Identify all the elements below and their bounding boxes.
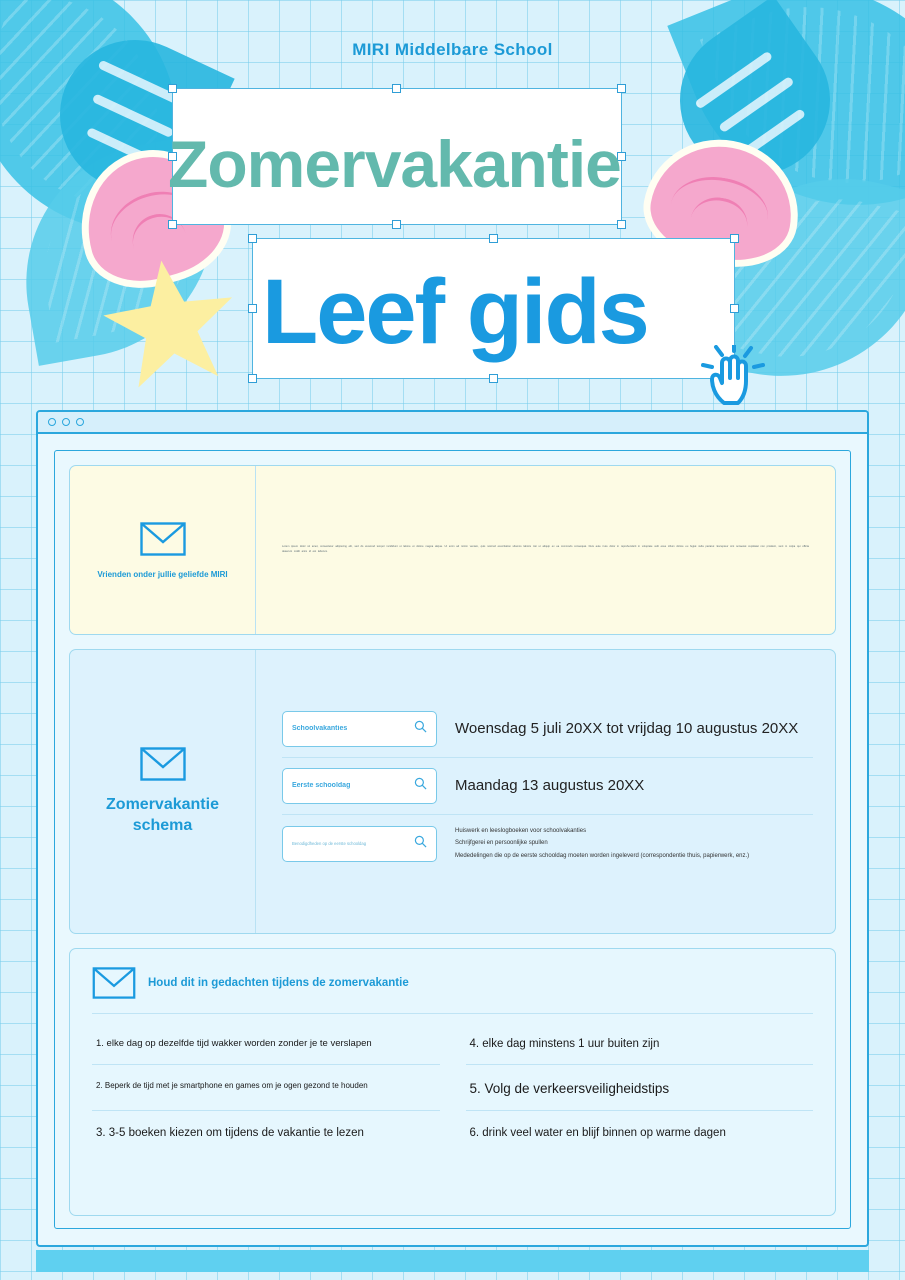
footer-strip	[36, 1250, 869, 1272]
schedule-label: Zomervakantie schema	[106, 795, 219, 834]
resize-handle[interactable]	[248, 234, 257, 243]
headline-line-2: Leef gids	[262, 261, 648, 363]
schedule-value: Maandag 13 augustus 20XX	[455, 777, 645, 795]
search-input-supplies[interactable]	[282, 826, 437, 862]
list-item: 1. elke dag op dezelfde tijd wakker worden zonder je te verslapen	[92, 1022, 440, 1065]
headline-line-1: Zomervakantie	[168, 127, 621, 201]
window-close-icon[interactable]	[48, 418, 56, 426]
resize-handle[interactable]	[730, 234, 739, 243]
resize-handle[interactable]	[168, 84, 177, 93]
tips-card	[69, 948, 836, 1216]
search-placeholder: Benodigdheden op de eerste schooldag	[292, 841, 367, 846]
greeting-body-text: Lorem ipsum dolor sit amet, consectetur adipiscing elit, sed do eiusmod tempor incididunt ut labore et dolore magna aliqua. Ut enim ad minim veniam, quis nostrud exercitation ullamco laboris nisi ut aliquip ex ea commodo consequat. Duis aute irure dolor in reprehenderit in voluptate velit esse cillum dolore eu fugiat nulla pariatur. Excepteur sint occaecat cupidatat non proident, sunt in culpa qui officia deserunt mollit anim id est laborum.	[282, 545, 809, 553]
tips-grid	[92, 1014, 813, 1153]
resize-handle[interactable]	[248, 304, 257, 313]
list-item: Mededelingen die op de eerste schooldag moeten worden ingeleverd (correspondentie thuis, papierwerk, enz.)	[455, 852, 750, 859]
greeting-card-side	[70, 466, 256, 634]
list-item: Schrijfgerei en persoonlijke spullen	[455, 840, 548, 847]
page-title: MIRI Middelbare School	[352, 40, 553, 59]
list-item: 2. Beperk de tijd met je smartphone en games om je ogen gezond te houden	[92, 1065, 440, 1111]
window-maximize-icon[interactable]	[76, 418, 84, 426]
list-item: 5. Volg de verkeersveiligheidstips	[466, 1065, 814, 1111]
greeting-label: Vrienden onder jullie geliefde MIRI	[97, 569, 228, 579]
schedule-row	[282, 711, 813, 758]
resize-handle[interactable]	[392, 84, 401, 93]
tips-header	[92, 967, 813, 1014]
schedule-row	[282, 768, 813, 815]
tips-title: Houd dit in gedachten tijdens de zomervakantie	[148, 977, 409, 989]
envelope-icon	[140, 522, 186, 556]
resize-handle[interactable]	[168, 220, 177, 229]
resize-handle[interactable]	[392, 220, 401, 229]
window-minimize-icon[interactable]	[62, 418, 70, 426]
list-item: 3. 3-5 boeken kiezen om tijdens de vakantie te lezen	[96, 1127, 364, 1139]
browser-window	[36, 410, 869, 1247]
envelope-icon	[140, 747, 186, 781]
greeting-card-body	[256, 466, 835, 634]
search-placeholder: Schoolvakanties	[292, 725, 348, 733]
search-icon[interactable]	[414, 720, 427, 738]
search-icon[interactable]	[414, 777, 427, 795]
resize-handle[interactable]	[617, 84, 626, 93]
search-input-holidays[interactable]	[282, 711, 437, 747]
schedule-rows	[256, 650, 835, 933]
list-item: 6. drink veel water en blijf binnen op warme dagen	[469, 1127, 726, 1139]
supplies-list	[455, 825, 749, 863]
hand-cursor-icon	[700, 345, 770, 412]
resize-handle[interactable]	[617, 220, 626, 229]
resize-handle[interactable]	[730, 304, 739, 313]
schedule-value: Woensdag 5 juli 20XX tot vrijdag 10 augustus 20XX	[455, 720, 799, 738]
schedule-card	[69, 649, 836, 934]
list-item: 4. elke dag minstens 1 uur buiten zijn	[466, 1022, 814, 1065]
resize-handle[interactable]	[489, 234, 498, 243]
schedule-card-side	[70, 650, 256, 933]
list-item: Huiswerk en leeslogboeken voor schoolvakanties	[455, 827, 587, 834]
search-placeholder: Eerste schooldag	[292, 782, 351, 790]
schedule-row	[282, 825, 813, 873]
resize-handle[interactable]	[489, 374, 498, 383]
window-title-bar	[38, 412, 867, 434]
envelope-icon	[92, 967, 136, 999]
resize-handle[interactable]	[248, 374, 257, 383]
greeting-card	[69, 465, 836, 635]
search-icon[interactable]	[414, 835, 427, 853]
search-input-first-school-day[interactable]	[282, 768, 437, 804]
